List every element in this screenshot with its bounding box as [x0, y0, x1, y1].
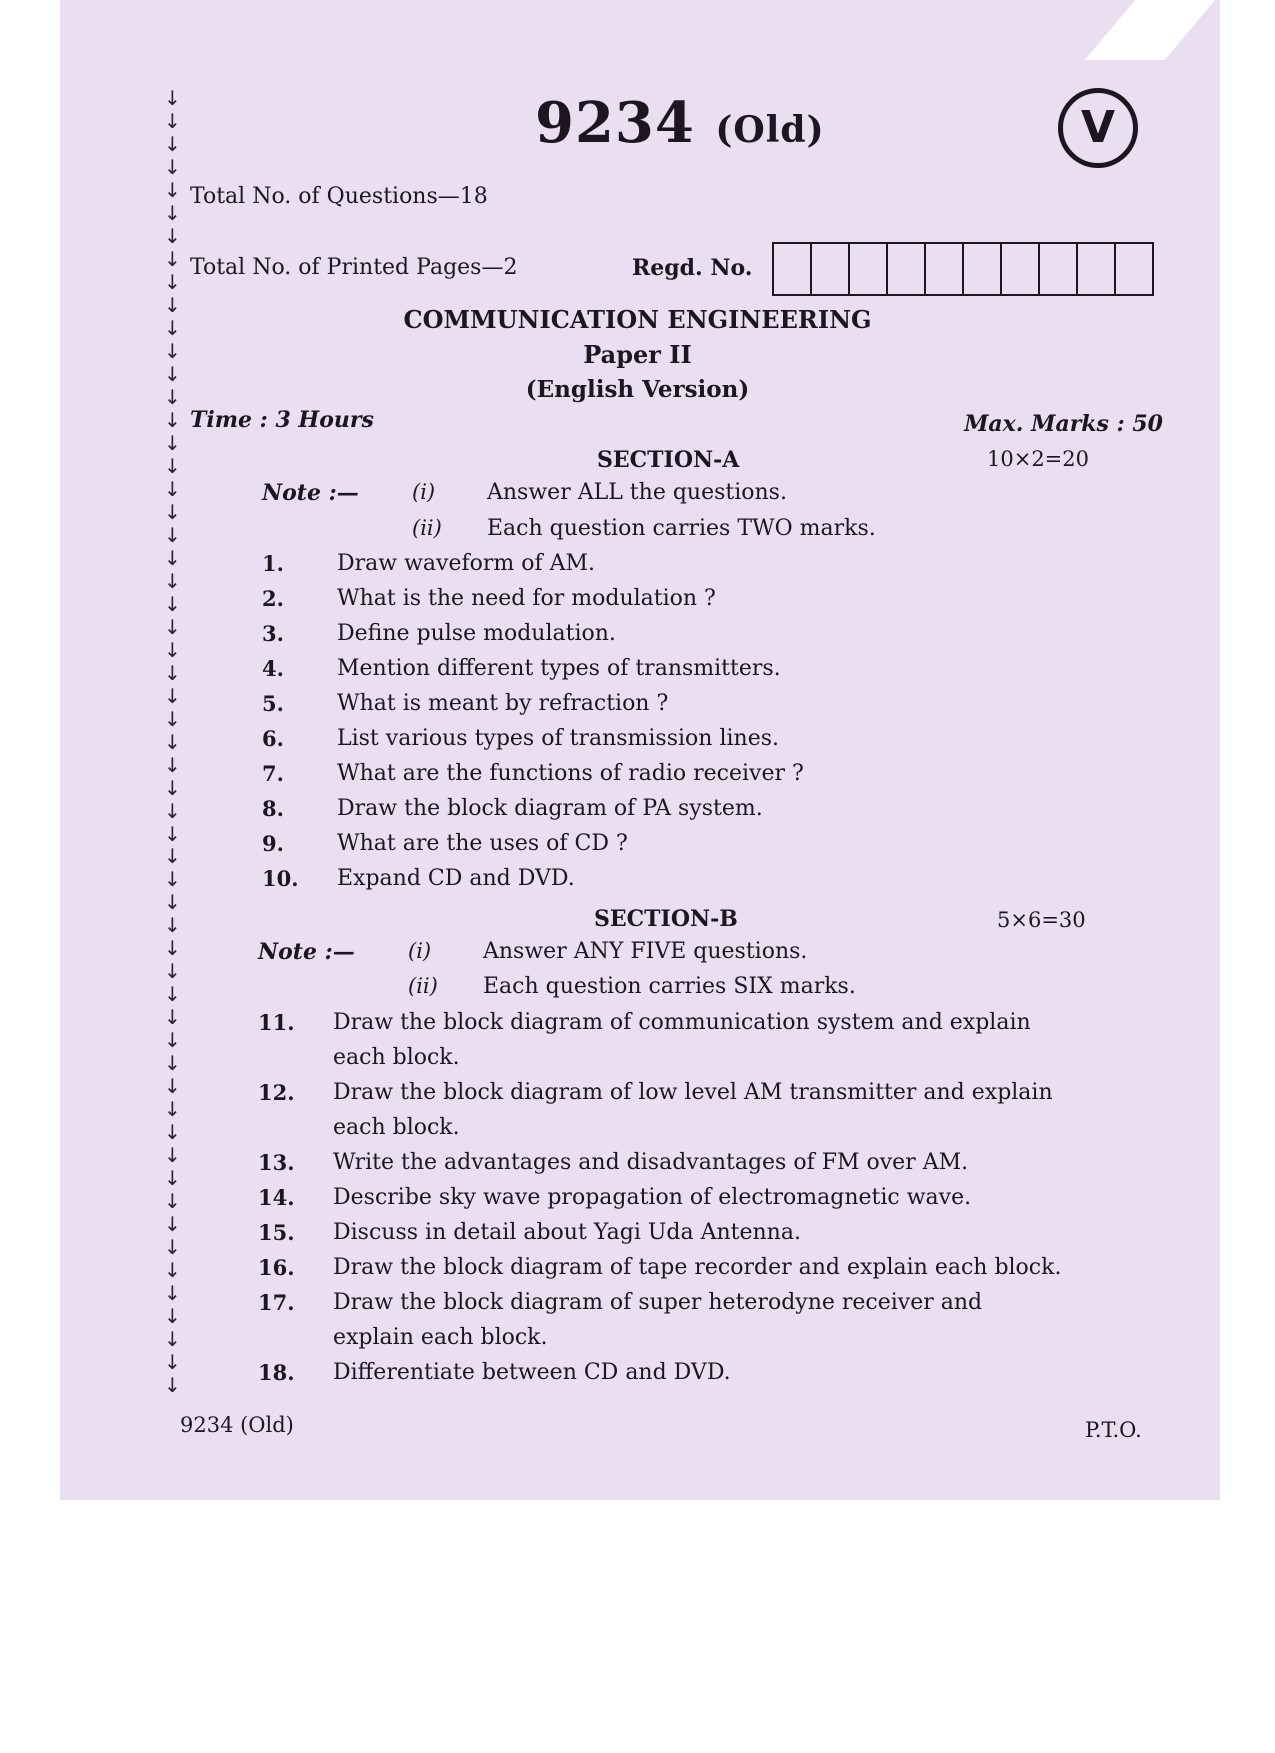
regd-digit-box[interactable] [1078, 244, 1116, 294]
paper-code-suffix: (Old) [715, 109, 825, 151]
margin-arrow-icon: ↓ [164, 844, 181, 869]
margin-arrow-icon: ↓ [164, 706, 181, 731]
note-text: Answer ALL the questions. [487, 480, 787, 505]
margin-arrow-icon: ↓ [164, 154, 181, 179]
margin-arrow-icon: ↓ [164, 568, 181, 593]
question-text: Define pulse modulation. [337, 621, 616, 646]
question-text: List various types of transmission lines. [337, 726, 779, 751]
max-marks: Max. Marks : 50 [964, 411, 1163, 437]
margin-arrow-icon: ↓ [164, 1258, 181, 1283]
regd-digit-box[interactable] [774, 244, 812, 294]
question-text: Draw the block diagram of low level AM transmitter and explain [333, 1080, 1053, 1105]
section-b-note-label: Note :— [258, 939, 355, 965]
margin-arrow-icon: ↓ [164, 1235, 181, 1260]
margin-arrow-icon: ↓ [164, 545, 181, 570]
question-text: Draw the block diagram of super heterodyne receiver and [333, 1290, 983, 1315]
question-text: Write the advantages and disadvantages of FM over AM. [333, 1150, 969, 1175]
question-number: 10. [262, 866, 299, 891]
margin-arrow-icon: ↓ [164, 775, 181, 800]
margin-arrow-icon: ↓ [164, 683, 181, 708]
margin-arrows [164, 88, 186, 1398]
note-number: (i) [408, 939, 432, 963]
margin-arrow-icon: ↓ [164, 1028, 181, 1053]
margin-arrow-icon: ↓ [164, 1189, 181, 1214]
margin-arrow-icon: ↓ [164, 1120, 181, 1145]
margin-arrow-icon: ↓ [164, 131, 181, 156]
version-label: (English Version) [525, 376, 750, 403]
margin-arrow-icon: ↓ [164, 729, 181, 754]
question-number: 3. [262, 621, 284, 646]
question-text: Differentiate between CD and DVD. [333, 1360, 731, 1385]
question-number: 2. [262, 586, 284, 611]
total-questions: Total No. of Questions—18 [190, 184, 488, 209]
note-text: Answer ANY FIVE questions. [483, 939, 808, 964]
note-number: (i) [412, 480, 436, 504]
margin-arrow-icon: ↓ [164, 936, 181, 961]
question-number: 18. [258, 1360, 295, 1385]
question-number: 8. [262, 796, 284, 821]
question-text: What is meant by refraction ? [337, 691, 669, 716]
question-text: each block. [333, 1115, 460, 1140]
margin-arrow-icon: ↓ [164, 384, 181, 409]
regd-digit-box[interactable] [964, 244, 1002, 294]
question-number: 13. [258, 1150, 295, 1175]
footer-code: 9234 (Old) [180, 1413, 294, 1437]
margin-arrow-icon: ↓ [164, 499, 181, 524]
exam-time: Time : 3 Hours [190, 407, 374, 433]
margin-arrow-icon: ↓ [164, 821, 181, 846]
question-text: Expand CD and DVD. [337, 866, 575, 891]
subject-title: COMMUNICATION ENGINEERING [403, 305, 872, 334]
question-number: 14. [258, 1185, 295, 1210]
margin-arrow-icon: ↓ [164, 177, 181, 202]
question-text: each block. [333, 1045, 460, 1070]
footer-pto: P.T.O. [1085, 1418, 1142, 1442]
question-text: What are the functions of radio receiver ? [337, 761, 804, 786]
question-number: 1. [262, 551, 284, 576]
margin-arrow-icon: ↓ [164, 614, 181, 639]
margin-arrow-icon: ↓ [164, 108, 181, 133]
note-number: (ii) [408, 974, 438, 998]
margin-arrow-icon: ↓ [164, 223, 181, 248]
question-text: Discuss in detail about Yagi Uda Antenna. [333, 1220, 801, 1245]
question-number: 4. [262, 656, 284, 681]
margin-arrow-icon: ↓ [164, 1005, 181, 1030]
regd-digit-box[interactable] [812, 244, 850, 294]
section-a-allocation: 10×2=20 [987, 447, 1089, 471]
question-text: Mention different types of transmitters. [337, 656, 781, 681]
section-a-note-label: Note :— [262, 480, 359, 506]
margin-arrow-icon: ↓ [164, 1212, 181, 1237]
question-text: explain each block. [333, 1325, 548, 1350]
margin-arrow-icon: ↓ [164, 1097, 181, 1122]
regd-digit-box[interactable] [1002, 244, 1040, 294]
section-b-allocation: 5×6=30 [997, 908, 1086, 932]
margin-arrow-icon: ↓ [164, 660, 181, 685]
total-pages: Total No. of Printed Pages—2 [190, 255, 518, 280]
version-stamp-icon: V [1058, 88, 1138, 168]
margin-arrow-icon: ↓ [164, 1373, 181, 1398]
margin-arrow-icon: ↓ [164, 407, 181, 432]
paper-number: Paper II [583, 340, 692, 369]
question-number: 9. [262, 831, 284, 856]
regd-number-boxes[interactable] [772, 242, 1154, 296]
margin-arrow-icon: ↓ [164, 959, 181, 984]
paper-code: 9234 (Old) [535, 90, 825, 156]
margin-arrow-icon: ↓ [164, 361, 181, 386]
margin-arrow-icon: ↓ [164, 890, 181, 915]
margin-arrow-icon: ↓ [164, 476, 181, 501]
margin-arrow-icon: ↓ [164, 591, 181, 616]
note-text: Each question carries TWO marks. [487, 516, 876, 541]
margin-arrow-icon: ↓ [164, 338, 181, 363]
question-text: Draw the block diagram of communication system and explain [333, 1010, 1031, 1035]
question-number: 7. [262, 761, 284, 786]
margin-arrow-icon: ↓ [164, 269, 181, 294]
margin-arrow-icon: ↓ [164, 913, 181, 938]
question-number: 16. [258, 1255, 295, 1280]
question-number: 12. [258, 1080, 295, 1105]
margin-arrow-icon: ↓ [164, 1304, 181, 1329]
question-text: Draw waveform of AM. [337, 551, 596, 576]
margin-arrow-icon: ↓ [164, 315, 181, 340]
margin-arrow-icon: ↓ [164, 1350, 181, 1375]
margin-arrow-icon: ↓ [164, 246, 181, 271]
section-a-title: SECTION-A [597, 447, 740, 473]
question-text: What is the need for modulation ? [337, 586, 716, 611]
margin-arrow-icon: ↓ [164, 637, 181, 662]
margin-arrow-icon: ↓ [164, 1281, 181, 1306]
margin-arrow-icon: ↓ [164, 200, 181, 225]
margin-arrow-icon: ↓ [164, 1051, 181, 1076]
margin-arrow-icon: ↓ [164, 1166, 181, 1191]
margin-arrow-icon: ↓ [164, 752, 181, 777]
margin-arrow-icon: ↓ [164, 292, 181, 317]
regd-label: Regd. No. [632, 255, 753, 281]
regd-digit-box[interactable] [850, 244, 888, 294]
margin-arrow-icon: ↓ [164, 522, 181, 547]
margin-arrow-icon: ↓ [164, 453, 181, 478]
question-number: 17. [258, 1290, 295, 1315]
question-text: What are the uses of CD ? [337, 831, 628, 856]
margin-arrow-icon: ↓ [164, 1143, 181, 1168]
margin-arrow-icon: ↓ [164, 86, 181, 110]
question-number: 5. [262, 691, 284, 716]
question-text: Draw the block diagram of tape recorder and explain each block. [333, 1255, 1062, 1280]
margin-arrow-icon: ↓ [164, 867, 181, 892]
margin-arrow-icon: ↓ [164, 798, 181, 823]
margin-arrow-icon: ↓ [164, 1327, 181, 1352]
note-number: (ii) [412, 516, 442, 540]
margin-arrow-icon: ↓ [164, 430, 181, 455]
question-text: Draw the block diagram of PA system. [337, 796, 763, 821]
note-text: Each question carries SIX marks. [483, 974, 856, 999]
margin-arrow-icon: ↓ [164, 1074, 181, 1099]
regd-digit-box[interactable] [926, 244, 964, 294]
margin-arrow-icon: ↓ [164, 982, 181, 1007]
regd-digit-box[interactable] [1040, 244, 1078, 294]
question-number: 6. [262, 726, 284, 751]
question-number: 11. [258, 1010, 295, 1035]
regd-digit-box[interactable] [1116, 244, 1152, 294]
section-b-title: SECTION-B [594, 906, 738, 932]
regd-digit-box[interactable] [888, 244, 926, 294]
question-text: Describe sky wave propagation of electromagnetic wave. [333, 1185, 972, 1210]
question-number: 15. [258, 1220, 295, 1245]
